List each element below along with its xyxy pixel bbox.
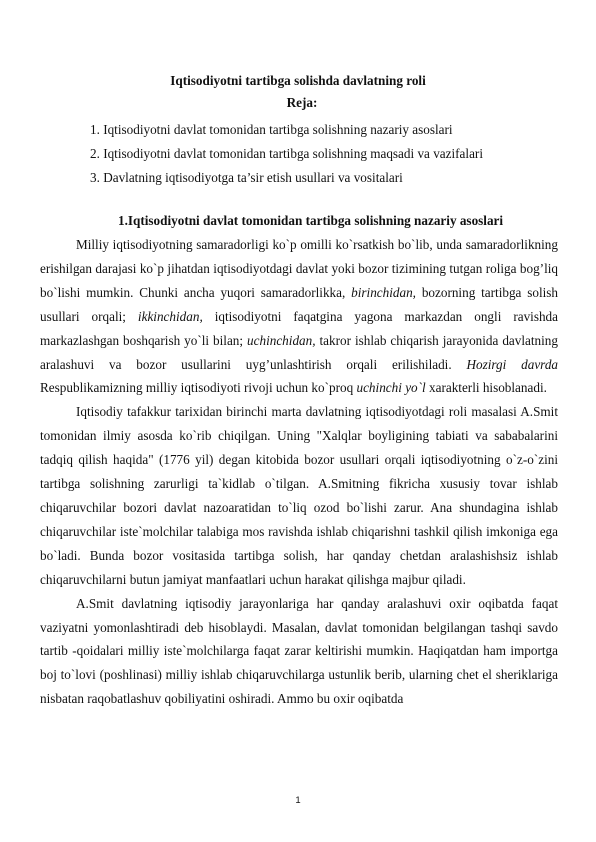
plan-item: 2. Iqtisodiyotni davlat tomonidan tartibga solishning maqsadi va vazifalari bbox=[90, 146, 483, 161]
italic-run: uchinchi yo`l bbox=[356, 380, 426, 396]
paragraph-1 bbox=[40, 233, 558, 400]
italic-run: Hozirgi davrda bbox=[466, 356, 559, 372]
text-run: Respublikamizning milliy iqtisodiyoti rivoji uchun ko`proq bbox=[40, 380, 357, 396]
page-number: 1 bbox=[295, 795, 301, 806]
text-run: takror ishlab chiqarish jarayonida davlatning aralashuvi va bozor usullarini uyg’unlashtirish orqali erilishiladi. bbox=[40, 332, 558, 372]
plan-item: 1. Iqtisodiyotni davlat tomonidan tartibga solishning nazariy asoslari bbox=[90, 122, 453, 137]
text-run: Milliy iqtisodiyotning samaradorligi ko`p omilli ko`rsatkish bo`lib, unda samaradorlikning erishilgan darajasi ko`p jihatdan iqtisodiyotdagi davlat yoki bozor tizimining tutgan roliga bog’liq bo`lishi mumkin. Chunki ancha yuqori samaradorlikka, bbox=[40, 237, 558, 300]
italic-run: birinchidan, bbox=[351, 284, 416, 300]
document-title: Iqtisodiyotni tartibga solishda davlatning roli bbox=[170, 73, 426, 88]
plan-list bbox=[90, 118, 483, 190]
section-heading: 1.Iqtisodiyotni davlat tomonidan tartibga solishning nazariy asoslari bbox=[118, 213, 504, 228]
plan-heading: Reja: bbox=[286, 95, 318, 110]
text-run: xarakterli hisoblanadi. bbox=[425, 380, 547, 396]
italic-run: ikkinchidan, bbox=[137, 308, 203, 324]
text-run: bozorning tartibga solish usullari orqali; bbox=[40, 284, 559, 324]
body-text bbox=[40, 233, 558, 711]
italic-run: uchinchidan, bbox=[247, 332, 316, 348]
paragraph-2: Iqtisodiy tafakkur tarixidan birinchi marta davlatning iqtisodiyotdagi roli masalasi A.Smit tomonidan ilmiy asosda ko`rib chiqilgan. Uning "Xalqlar boyligining tabiati va sababalarini tadqiq qilish haqida" (1776 yil) degan kitobida bozor usullari orqali iqtisodiyotning o`z-o`zini tartibga solishning zarurligi ta`kidlab o`tilgan. A.Smitning fikricha xususiy tovar ishlab chiqaruvchilar bozori davlat nazoaratidan to`liq ozod bo`lishi zarur. Ana shundagina ishlab chiqaruvchilar iste`molchilar talabiga mos ravishda ishlab chiqarishni tashkil qilish imkoniga ega bo`ladi. Bunda bozor vositasida tartibga solish, har qanday chetdan aralashishsiz ishlab chiqaruvchilarni butun jamiyat manfaatlari uchun harakat qilishga majbur qiladi. bbox=[40, 404, 558, 587]
text-run: iqtisodiyotni faqatgina yagona markazdan ongli ravishda markazlashgan boshqarish yo`li bilan; bbox=[40, 308, 558, 348]
plan-item: 3. Davlatning iqtisodiyotga ta’sir etish usullari va vositalari bbox=[90, 170, 403, 185]
paragraph-3: A.Smit davlatning iqtisodiy jarayonlariga har qanday aralashuvi oxir oqibatda faqat vaziyatni yomonlashtiradi deb hisoblaydi. Masalan, davlat tomonidan belgilangan tashqi savdo tartib -qoidalari milliy iste`molchilarga faqat zarar keltirishi mumkin. Haqiqatdan ham importga boj to`lovi (poshlinasi) milliy ishlab chiqaruvchilarga ustunlik berib, ularning chet el sheriklariga nisbatan raqobatlashuv qobiliyatini oshiradi. Ammo bu oxir oqibatda bbox=[40, 595, 558, 707]
